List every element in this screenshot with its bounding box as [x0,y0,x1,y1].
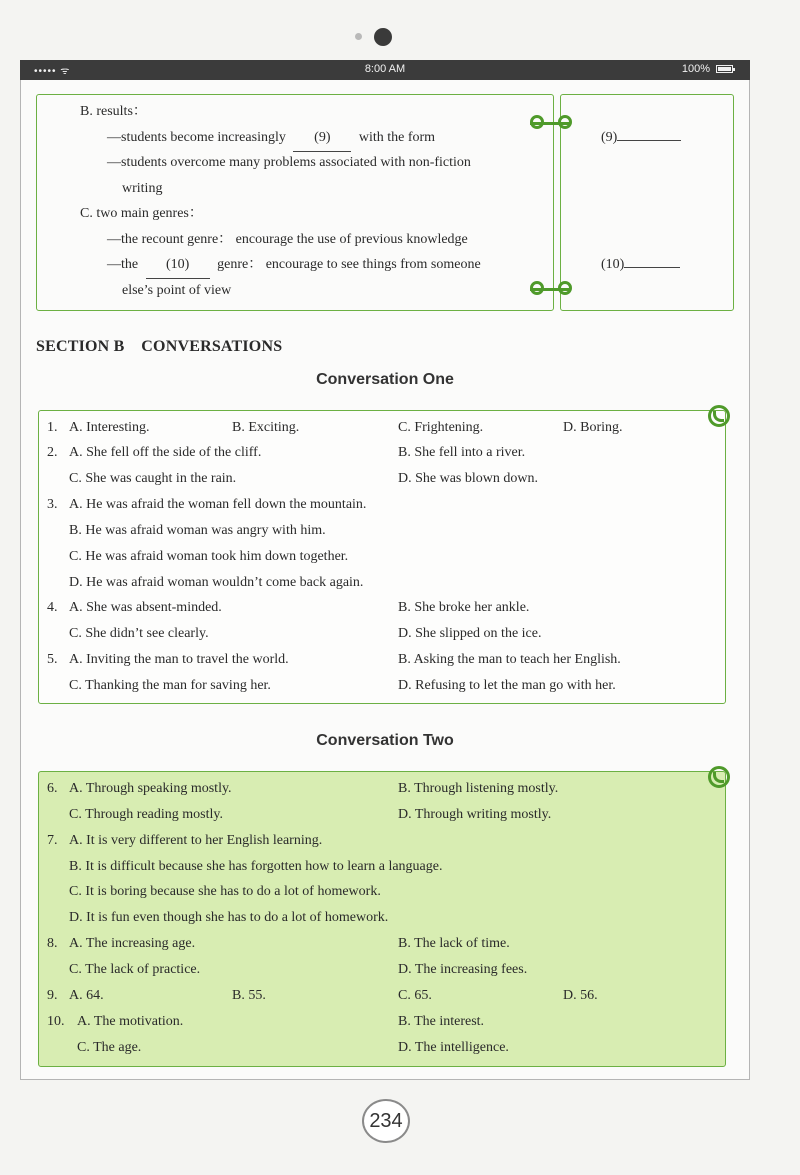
q9-option-d[interactable]: D. 56. [563,988,598,1003]
answer-line-9: (9) [601,125,681,151]
q8-option-a[interactable]: A. The increasing age. [69,936,196,951]
q1-option-a[interactable]: A. Interesting. [69,420,150,435]
q3-option-c[interactable]: C. He was afraid woman took him down together. [69,549,349,564]
conversation-two-title: Conversation Two [316,732,454,749]
notes-b-line2: —students overcome many problems associated with non-fiction [107,155,471,170]
binder-ring-icon [530,117,572,129]
q5-number: 5. [47,652,58,667]
q10-number: 10. [47,1014,65,1029]
q10-option-c[interactable]: C. The age. [77,1040,142,1055]
q2-number: 2. [47,445,58,460]
q4-option-b[interactable]: B. She broke her ankle. [398,600,530,615]
q8-option-c[interactable]: C. The lack of practice. [69,962,201,977]
battery-icon [716,65,733,73]
q9-number: 9. [47,988,58,1003]
q10-option-b[interactable]: B. The interest. [398,1014,485,1029]
q9-option-c[interactable]: C. 65. [398,988,432,1003]
notes-c-line2: —the (10) genre： encourage to see things from someone [107,252,481,279]
q4-number: 4. [47,600,58,615]
section-b-heading: SECTION B CONVERSATIONS [36,338,283,355]
q3-number: 3. [47,497,58,512]
q10-option-d[interactable]: D. The intelligence. [398,1040,509,1055]
status-bar [20,60,750,80]
notes-c-label: C. two main genres： [80,206,203,221]
q9-option-b[interactable]: B. 55. [232,988,266,1003]
q4-option-a[interactable]: A. She was absent-minded. [69,600,222,615]
q2-option-b[interactable]: B. She fell into a river. [398,445,526,460]
answer-input-10[interactable] [624,253,680,268]
swirl-icon [708,405,730,427]
q1-option-d[interactable]: D. Boring. [563,420,623,435]
answer-input-9[interactable] [617,126,681,141]
q6-number: 6. [47,781,58,796]
q7-option-b[interactable]: B. It is difficult because she has forgotten how to learn a language. [69,859,443,874]
signal-wifi-icon: ••••• ᯤ [34,66,71,77]
q7-option-c[interactable]: C. It is boring because she has to do a lot of homework. [69,884,381,899]
battery-percent: 100% [681,63,710,75]
page-number: 234 [362,1099,410,1143]
q8-number: 8. [47,936,58,951]
q7-number: 7. [47,833,58,848]
q3-option-a[interactable]: A. He was afraid the woman fell down the mountain. [69,497,367,512]
conversation-one-title: Conversation One [316,371,454,388]
q6-option-b[interactable]: B. Through listening mostly. [398,781,559,796]
notes-c-line2-cont: else’s point of view [122,283,232,298]
notes-b-line1: —students become increasingly (9) with the form [107,125,435,152]
q5-option-b[interactable]: B. Asking the man to teach her English. [398,652,621,667]
q3-option-b[interactable]: B. He was afraid woman was angry with him. [69,523,326,538]
page-indicator-dot[interactable] [355,33,362,40]
q1-option-b[interactable]: B. Exciting. [232,420,300,435]
blank-10[interactable]: (10) [146,252,210,279]
q6-option-c[interactable]: C. Through reading mostly. [69,807,223,822]
q2-option-a[interactable]: A. She fell off the side of the cliff. [69,445,262,460]
q5-option-d[interactable]: D. Refusing to let the man go with her. [398,678,616,693]
q9-option-a[interactable]: A. 64. [69,988,104,1003]
q7-option-d[interactable]: D. It is fun even though she has to do a lot of homework. [69,910,389,925]
notes-b-label: B. results： [80,104,147,119]
q7-option-a[interactable]: A. It is very different to her English learning. [69,833,323,848]
blank-9[interactable]: (9) [293,125,351,152]
swirl-icon [708,766,730,788]
answer-line-10: (10) [601,252,680,278]
q6-option-a[interactable]: A. Through speaking mostly. [69,781,232,796]
q4-option-d[interactable]: D. She slipped on the ice. [398,626,542,641]
q6-option-d[interactable]: D. Through writing mostly. [398,807,552,822]
notes-c-line1: —the recount genre： encourage the use of previous knowledge [107,232,468,247]
q8-option-b[interactable]: B. The lack of time. [398,936,510,951]
q2-option-c[interactable]: C. She was caught in the rain. [69,471,237,486]
notes-b-line2-cont: writing [122,181,163,196]
q4-option-c[interactable]: C. She didn’t see clearly. [69,626,209,641]
q3-option-d[interactable]: D. He was afraid woman wouldn’t come back again. [69,575,364,590]
status-time: 8:00 AM [364,63,406,75]
q8-option-d[interactable]: D. The increasing fees. [398,962,528,977]
q10-option-a[interactable]: A. The motivation. [77,1014,184,1029]
q5-option-a[interactable]: A. Inviting the man to travel the world. [69,652,289,667]
binder-ring-icon [530,283,572,295]
q1-option-c[interactable]: C. Frightening. [398,420,484,435]
q1-number: 1. [47,420,58,435]
q5-option-c[interactable]: C. Thanking the man for saving her. [69,678,271,693]
page-indicator-dot-active[interactable] [374,28,392,46]
q2-option-d[interactable]: D. She was blown down. [398,471,538,486]
